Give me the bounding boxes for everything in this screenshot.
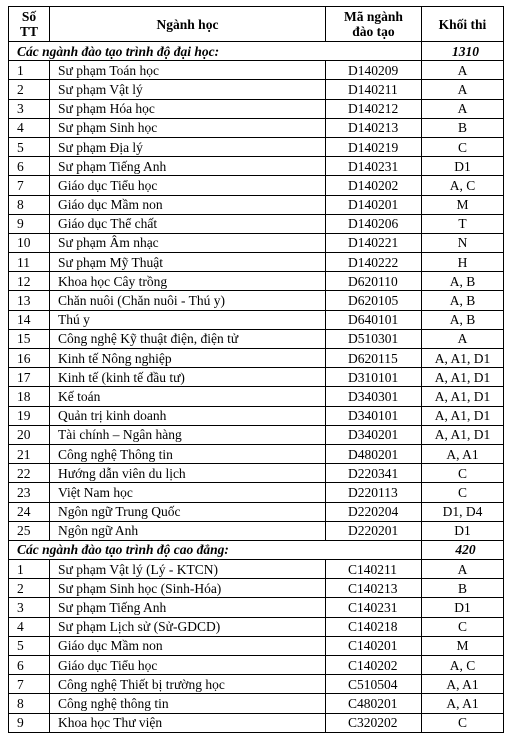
row-major-code: C140218	[326, 617, 422, 636]
row-major-code: D620105	[326, 291, 422, 310]
row-stt: 6	[9, 656, 50, 675]
row-stt: 9	[9, 214, 50, 233]
row-stt: 19	[9, 406, 50, 425]
row-stt: 22	[9, 464, 50, 483]
row-major-code: D340301	[326, 387, 422, 406]
row-exam-block: C	[422, 617, 504, 636]
row-major-code: D140209	[326, 61, 422, 80]
row-major-code: C480201	[326, 694, 422, 713]
row-exam-block: T	[422, 214, 504, 233]
row-stt: 1	[9, 560, 50, 579]
row-major-code: D340201	[326, 425, 422, 444]
table-row	[9, 368, 504, 387]
row-major-name: Sư phạm Lịch sử (Sử-GDCD)	[50, 617, 326, 636]
row-major-code: C140231	[326, 598, 422, 617]
header-code-line1: Mã ngành	[344, 9, 403, 24]
row-stt: 23	[9, 483, 50, 502]
row-major-name: Sư phạm Sinh học	[50, 118, 326, 137]
row-stt: 8	[9, 694, 50, 713]
row-major-code: C320202	[326, 713, 422, 732]
row-stt: 5	[9, 636, 50, 655]
row-major-name: Khoa học Thư viện	[50, 713, 326, 732]
row-major-name: Hướng dẫn viên du lịch	[50, 464, 326, 483]
row-exam-block: D1, D4	[422, 502, 504, 521]
row-exam-block: A, A1, D1	[422, 425, 504, 444]
table-row	[9, 598, 504, 617]
row-major-name: Công nghệ Thông tin	[50, 444, 326, 463]
table-row	[9, 579, 504, 598]
row-major-name: Sư phạm Toán học	[50, 61, 326, 80]
row-stt: 18	[9, 387, 50, 406]
row-stt: 3	[9, 598, 50, 617]
table-row	[9, 253, 504, 272]
table-row	[9, 713, 504, 732]
row-major-code: D140211	[326, 80, 422, 99]
row-major-name: Công nghệ Thiết bị trường học	[50, 675, 326, 694]
row-major-name: Tài chính – Ngân hàng	[50, 425, 326, 444]
table-row	[9, 675, 504, 694]
row-major-code: D220204	[326, 502, 422, 521]
table-row	[9, 406, 504, 425]
row-exam-block: B	[422, 579, 504, 598]
row-major-name: Ngôn ngữ Trung Quốc	[50, 502, 326, 521]
row-exam-block: A	[422, 61, 504, 80]
row-major-name: Giáo dục Mầm non	[50, 195, 326, 214]
table-row	[9, 291, 504, 310]
row-major-code: D620115	[326, 349, 422, 368]
majors-table	[8, 6, 504, 733]
section-row-college	[9, 540, 504, 559]
table-row	[9, 387, 504, 406]
row-major-code: C510504	[326, 675, 422, 694]
table-row	[9, 656, 504, 675]
row-major-code: D140221	[326, 233, 422, 252]
row-stt: 3	[9, 99, 50, 118]
table-row	[9, 137, 504, 156]
table-row	[9, 272, 504, 291]
row-major-code: D140202	[326, 176, 422, 195]
table-row	[9, 694, 504, 713]
row-stt: 6	[9, 157, 50, 176]
row-major-name: Sư phạm Vật lý (Lý - KTCN)	[50, 560, 326, 579]
row-major-name: Kinh tế (kinh tế đầu tư)	[50, 368, 326, 387]
row-major-code: C140201	[326, 636, 422, 655]
row-major-name: Giáo dục Thể chất	[50, 214, 326, 233]
table-row	[9, 329, 504, 348]
row-exam-block: D1	[422, 521, 504, 540]
row-stt: 15	[9, 329, 50, 348]
table-row	[9, 157, 504, 176]
row-major-name: Sư phạm Sinh học (Sinh-Hóa)	[50, 579, 326, 598]
table-row	[9, 61, 504, 80]
row-exam-block: A, A1, D1	[422, 368, 504, 387]
table-row	[9, 310, 504, 329]
row-exam-block: D1	[422, 157, 504, 176]
row-major-code: C140202	[326, 656, 422, 675]
row-major-name: Thú y	[50, 310, 326, 329]
header-stt-line2: TT	[19, 24, 38, 39]
row-major-name: Ngôn ngữ Anh	[50, 521, 326, 540]
row-major-name: Giáo dục Mầm non	[50, 636, 326, 655]
row-major-name: Giáo dục Tiểu học	[50, 176, 326, 195]
row-stt: 13	[9, 291, 50, 310]
row-stt: 21	[9, 444, 50, 463]
table-row	[9, 349, 504, 368]
header-code	[326, 7, 422, 42]
section-row-university	[9, 42, 504, 61]
row-major-name: Công nghệ thông tin	[50, 694, 326, 713]
row-major-code: C140213	[326, 579, 422, 598]
row-stt: 5	[9, 137, 50, 156]
row-exam-block: N	[422, 233, 504, 252]
row-exam-block: A, A1	[422, 675, 504, 694]
row-exam-block: A, B	[422, 272, 504, 291]
row-major-code: D140206	[326, 214, 422, 233]
row-major-name: Việt Nam học	[50, 483, 326, 502]
section-total: 420	[422, 540, 504, 559]
row-major-code: D510301	[326, 329, 422, 348]
row-major-name: Kinh tế Nông nghiệp	[50, 349, 326, 368]
row-stt: 1	[9, 61, 50, 80]
row-major-code: D220201	[326, 521, 422, 540]
table-row	[9, 483, 504, 502]
table-row	[9, 233, 504, 252]
row-stt: 24	[9, 502, 50, 521]
row-exam-block: A, A1, D1	[422, 349, 504, 368]
row-major-name: Giáo dục Tiểu học	[50, 656, 326, 675]
row-major-code: D220113	[326, 483, 422, 502]
header-major: Ngành học	[50, 7, 326, 42]
row-stt: 25	[9, 521, 50, 540]
row-major-code: D620110	[326, 272, 422, 291]
row-major-name: Quản trị kinh doanh	[50, 406, 326, 425]
table-row	[9, 80, 504, 99]
table-row	[9, 521, 504, 540]
row-exam-block: A, C	[422, 176, 504, 195]
row-exam-block: C	[422, 483, 504, 502]
table-row	[9, 425, 504, 444]
table-row	[9, 502, 504, 521]
row-exam-block: M	[422, 195, 504, 214]
row-major-name: Sư phạm Địa lý	[50, 137, 326, 156]
row-stt: 11	[9, 253, 50, 272]
row-exam-block: A	[422, 99, 504, 118]
table-row	[9, 636, 504, 655]
row-exam-block: A, C	[422, 656, 504, 675]
row-stt: 2	[9, 579, 50, 598]
row-stt: 4	[9, 118, 50, 137]
row-stt: 4	[9, 617, 50, 636]
row-major-code: D480201	[326, 444, 422, 463]
header-stt	[9, 7, 50, 42]
row-major-code: D140212	[326, 99, 422, 118]
row-major-code: D140213	[326, 118, 422, 137]
table-row	[9, 617, 504, 636]
row-stt: 7	[9, 675, 50, 694]
table-body	[9, 42, 504, 733]
row-exam-block: H	[422, 253, 504, 272]
row-major-code: D140231	[326, 157, 422, 176]
row-major-code: C140211	[326, 560, 422, 579]
row-exam-block: M	[422, 636, 504, 655]
row-major-name: Sư phạm Mỹ Thuật	[50, 253, 326, 272]
section-total: 1310	[422, 42, 504, 61]
row-exam-block: A	[422, 80, 504, 99]
row-exam-block: D1	[422, 598, 504, 617]
section-title: Các ngành đào tạo trình độ đại học:	[9, 42, 422, 61]
row-exam-block: A, A1	[422, 444, 504, 463]
row-exam-block: B	[422, 118, 504, 137]
row-stt: 2	[9, 80, 50, 99]
table-row	[9, 195, 504, 214]
header-code-line2: đào tạo	[352, 24, 395, 39]
row-stt: 8	[9, 195, 50, 214]
section-title: Các ngành đào tạo trình độ cao đẳng:	[9, 540, 422, 559]
table-header-row	[9, 7, 504, 42]
row-major-code: D140222	[326, 253, 422, 272]
row-stt: 12	[9, 272, 50, 291]
header-block: Khối thi	[422, 7, 504, 42]
row-stt: 20	[9, 425, 50, 444]
row-exam-block: C	[422, 713, 504, 732]
table-row	[9, 176, 504, 195]
row-exam-block: A	[422, 329, 504, 348]
table-row	[9, 560, 504, 579]
row-stt: 7	[9, 176, 50, 195]
row-major-code: D140201	[326, 195, 422, 214]
row-major-name: Sư phạm Tiếng Anh	[50, 157, 326, 176]
row-major-name: Sư phạm Vật lý	[50, 80, 326, 99]
row-major-name: Sư phạm Âm nhạc	[50, 233, 326, 252]
row-exam-block: A, A1, D1	[422, 406, 504, 425]
row-major-name: Chăn nuôi (Chăn nuôi - Thú y)	[50, 291, 326, 310]
row-major-name: Khoa học Cây trồng	[50, 272, 326, 291]
row-major-code: D640101	[326, 310, 422, 329]
row-major-code: D310101	[326, 368, 422, 387]
row-major-code: D340101	[326, 406, 422, 425]
row-major-name: Sư phạm Hóa học	[50, 99, 326, 118]
row-major-name: Kế toán	[50, 387, 326, 406]
row-exam-block: A, A1, D1	[422, 387, 504, 406]
row-exam-block: A, A1	[422, 694, 504, 713]
row-exam-block: C	[422, 137, 504, 156]
row-exam-block: A, B	[422, 310, 504, 329]
table-row	[9, 118, 504, 137]
row-exam-block: C	[422, 464, 504, 483]
table-row	[9, 99, 504, 118]
row-stt: 9	[9, 713, 50, 732]
table-row	[9, 464, 504, 483]
header-stt-line1: Số	[21, 9, 37, 24]
row-stt: 14	[9, 310, 50, 329]
row-major-code: D220341	[326, 464, 422, 483]
row-major-name: Công nghệ Kỹ thuật điện, điện tử	[50, 329, 326, 348]
row-exam-block: A	[422, 560, 504, 579]
table-row	[9, 444, 504, 463]
row-stt: 10	[9, 233, 50, 252]
row-major-code: D140219	[326, 137, 422, 156]
row-stt: 17	[9, 368, 50, 387]
row-major-name: Sư phạm Tiếng Anh	[50, 598, 326, 617]
table-row	[9, 214, 504, 233]
row-stt: 16	[9, 349, 50, 368]
row-exam-block: A, B	[422, 291, 504, 310]
